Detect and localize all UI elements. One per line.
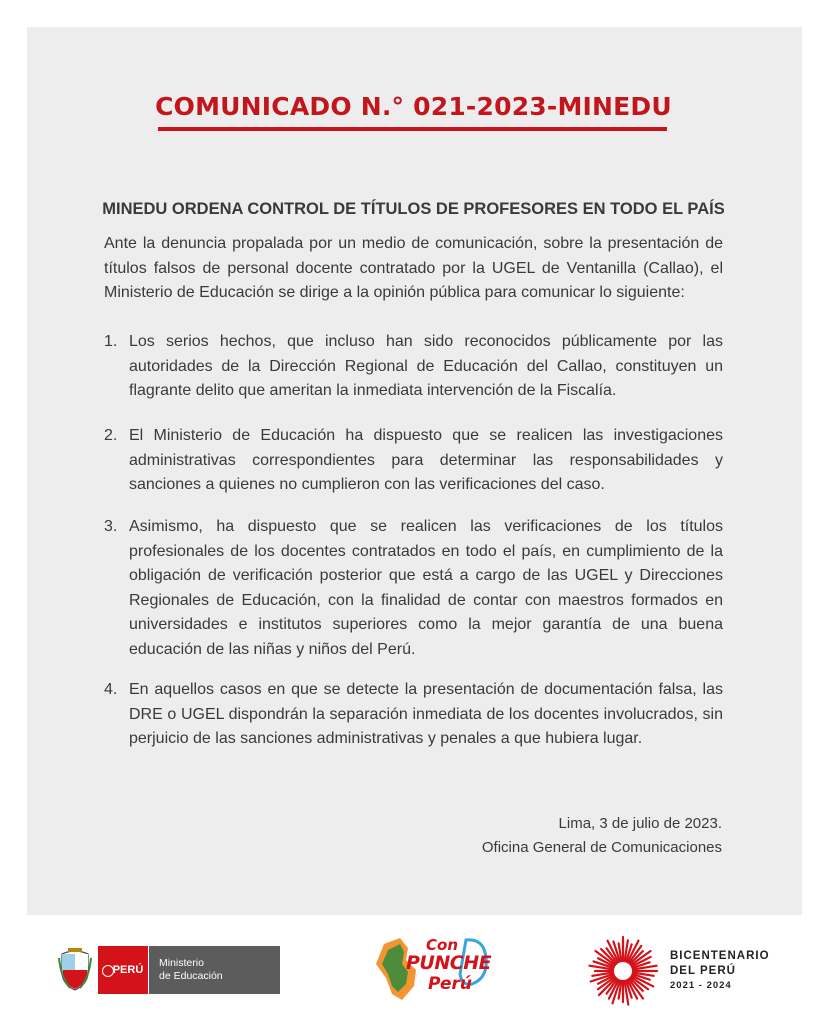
con-punche-peru-logo: [366, 930, 496, 1008]
item-number: 4.: [104, 681, 118, 698]
item-text: Asimismo, ha dispuesto que se realicen las verificaciones de los títulos profesionales de los docentes contratados en todo el país, en cumplimiento de la obligación de verificación posterior que está a cargo de las UGEL y Direcciones Regionales de Educación, con la finalidad de contar con maestros formados en universidades e institutos superiores como la mejor garantía de una buena educación de las niñas y niños del Perú.: [129, 518, 723, 658]
bicentenario-logo: [586, 934, 786, 1004]
title-underline: [158, 127, 667, 131]
item-text: En aquellos casos en que se detecte la presentación de documentación falsa, las DRE o UGEL dispondrán la separación inmediata de los docentes involucrados, sin perjuicio de las sanciones administrativas y penales a que hubiera lugar.: [129, 681, 723, 747]
closing-block: [482, 812, 722, 860]
punche-line2: PUNCHE: [406, 952, 492, 974]
coat-of-arms-icon: [58, 948, 92, 992]
minedu-logo: [58, 946, 280, 994]
bicentenario-line2: DEL PERÚ: [670, 965, 736, 977]
bicentenario-line3: 2021 - 2024: [670, 980, 732, 991]
bicentenario-line1: BICENTENARIO: [670, 950, 770, 962]
item-number: 1.: [104, 333, 118, 350]
issuing-office: Oficina General de Comunicaciones: [481, 839, 722, 856]
punche-line1: Con: [426, 936, 458, 954]
ministry-label-line2: de Educación: [159, 970, 223, 982]
communique-title: COMUNICADO N.° 021-2023-MINEDU: [155, 92, 672, 121]
item-text: Los serios hechos, que incluso han sido reconocidos públicamente por las autoridades de la Dirección Regional de Educación del Callao, constituyen un flagrante delito que ameritan la inmediata intervención de la Fiscalía.: [129, 333, 723, 399]
peru-label-box: [98, 946, 148, 994]
item-number: 3.: [104, 518, 118, 535]
ministry-label-box: [149, 946, 280, 994]
bicentenario-emblem-icon: [586, 934, 660, 1008]
intro-paragraph: Ante la denuncia propalada por un medio de comunicación, sobre la presentación de títulos falsos de personal docente contratado por la UGEL de Ventanilla (Callao), el Ministerio de Educación se dirige a la opinión pública para comunicar lo siguiente:: [104, 235, 723, 301]
peru-label: PERÚ: [112, 964, 144, 976]
communique-subtitle: MINEDU ORDENA CONTROL DE TÍTULOS DE PROFESORES EN TODO EL PAÍS: [102, 200, 725, 218]
ministry-label-line1: Ministerio: [159, 957, 204, 969]
punche-line3: Perú: [428, 974, 473, 994]
item-text: El Ministerio de Educación ha dispuesto que se realicen las investigaciones administrativas correspondientes para determinar las responsabilidades y sanciones a quienes no cumplieron con las verificaciones del caso.: [129, 427, 723, 493]
place-date: Lima, 3 de julio de 2023.: [558, 815, 722, 832]
item-number: 2.: [104, 427, 118, 444]
